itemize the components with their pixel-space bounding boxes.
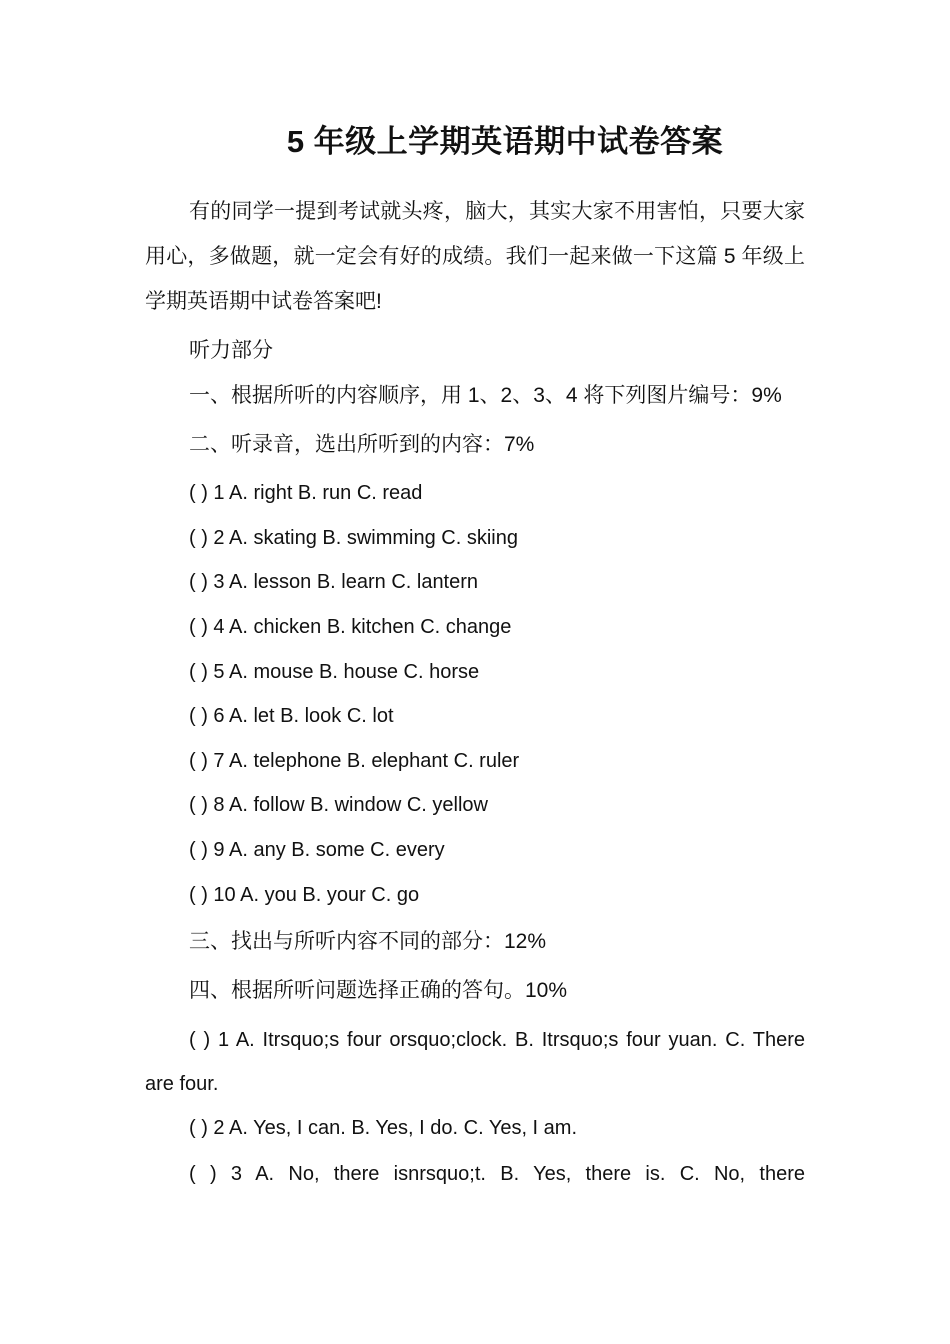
answer-item: ( ) 2 A. Yes, I can. B. Yes, I do. C. Yes, I am. [189,1117,578,1139]
answer-item: ( ) 3 A. No, there isnrsquo;t. B. Yes, there is. C. No, there [189,1163,805,1185]
intro-paragraph: 有的同学一提到考试就头疼，脑大，其实大家不用害怕，只要大家用心，多做题，就一定会有好的成绩。我们一起来做一下这篇 5 年级上学期英语期中试卷答案吧! [145,200,805,313]
document-title: 5 年级上学期英语期中试卷答案 [286,124,724,159]
question-item: ( ) 3 A. lesson B. learn C. lantern [189,571,479,593]
section-3-heading: 三、找出与所听内容不同的部分：12% [189,930,547,953]
question-item: ( ) 2 A. skating B. swimming C. skiing [189,527,518,549]
section-2-heading: 二、听录音，选出所听到的内容：7% [189,433,535,456]
section-1-heading: 一、根据所听的内容顺序，用 1、2、3、4 将下列图片编号：9% [189,384,782,407]
question-item: ( ) 4 A. chicken B. kitchen C. change [189,616,512,638]
section-4-heading: 四、根据所听问题选择正确的答句。10% [189,979,568,1002]
question-item: ( ) 10 A. you B. your C. go [189,884,420,906]
question-item: ( ) 1 A. right B. run C. read [189,482,423,504]
question-item: ( ) 7 A. telephone B. elephant C. ruler [189,750,520,772]
question-item: ( ) 8 A. follow B. window C. yellow [189,794,488,816]
question-item: ( ) 5 A. mouse B. house C. horse [189,661,480,683]
question-item: ( ) 6 A. let B. look C. lot [189,705,394,727]
question-item: ( ) 9 A. any B. some C. every [189,839,445,861]
answer-item: ( ) 1 A. Itrsquo;s four orsquo;clock. B. Itrsquo;s four yuan. C. There are four. [145,1029,805,1095]
listening-heading: 听力部分 [189,339,273,362]
